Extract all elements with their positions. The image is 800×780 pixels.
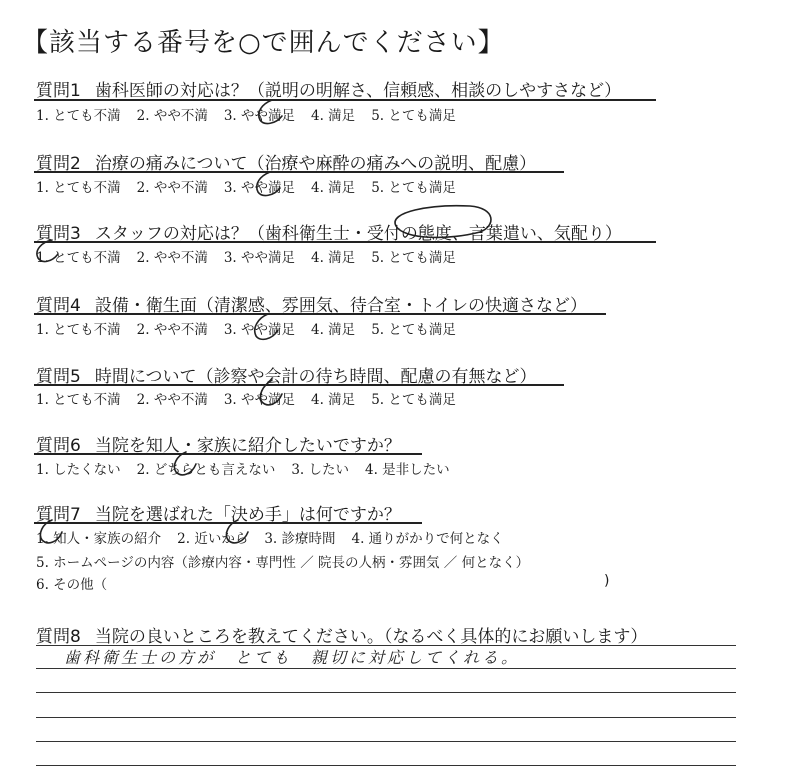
- option-1[interactable]: 1. とても不満: [36, 180, 121, 196]
- question-5-options: [36, 388, 472, 408]
- option-1[interactable]: 1. とても不満: [36, 392, 121, 408]
- option-1[interactable]: 1. とても不満: [36, 322, 121, 338]
- question-text: スタッフの対応は？（歯科衛生士・受付の態度、言葉遣い、気配り）: [94, 224, 622, 244]
- underline: [34, 241, 656, 243]
- question-1-heading: [36, 76, 621, 101]
- option-5[interactable]: 5. とても満足: [371, 392, 456, 408]
- question-7-option-6[interactable]: 6. その他（: [36, 577, 108, 593]
- underline: [34, 384, 564, 386]
- option-2[interactable]: 2. やや不満: [136, 108, 208, 124]
- answer-line: [36, 645, 736, 646]
- option-5[interactable]: 5. とても満足: [371, 250, 456, 266]
- option-1[interactable]: 1. 知人・家族の紹介: [36, 531, 162, 547]
- option-2[interactable]: 2. どちらとも言えない: [136, 462, 276, 478]
- answer-line: [36, 692, 736, 693]
- question-3-options: [36, 246, 472, 266]
- option-2[interactable]: 2. やや不満: [136, 180, 208, 196]
- answer-line: [36, 717, 736, 718]
- question-number: 質問4: [36, 296, 81, 316]
- option-3[interactable]: 3. やや満足: [223, 392, 296, 408]
- question-number: 質問2: [36, 154, 81, 174]
- question-text: 当院を選ばれた「決め手」は何ですか？: [94, 505, 401, 525]
- question-text: 歯科医師の対応は？（説明の明解さ、信頼感、相談のしやすさなど）: [94, 81, 622, 101]
- answer-line: [36, 668, 736, 669]
- option-4[interactable]: 4. 通りがかりで何となく: [351, 531, 504, 547]
- option-4[interactable]: 4. 満足: [311, 322, 356, 338]
- option-5[interactable]: 5. とても満足: [371, 108, 456, 124]
- question-text: 時間について（診察や会計の待ち時間、配慮の有無など）: [94, 367, 537, 387]
- question-7-option-5[interactable]: 5. ホームページの内容（診療内容・専門性 ／ 院長の人柄・雰囲気 ／ 何となく）: [36, 555, 530, 571]
- question-number: 質問8: [36, 627, 81, 647]
- question-4-options: [36, 318, 472, 338]
- question-text: 設備・衛生面（清潔感、雰囲気、待合室・トイレの快適さなど）: [94, 296, 587, 316]
- option-1[interactable]: 1. したくない: [36, 462, 121, 478]
- option-2[interactable]: 2. やや不満: [136, 322, 208, 338]
- underline: [34, 522, 422, 524]
- question-6-options: [36, 458, 466, 478]
- handwritten-answer[interactable]: 歯科衛生士の方が とても 親切に対応してくれる。: [64, 648, 521, 667]
- answer-line: [36, 741, 736, 742]
- option-3[interactable]: 3. 診療時間: [264, 531, 336, 547]
- option-3[interactable]: 3. やや満足: [223, 180, 296, 196]
- underline: [34, 171, 564, 173]
- option-2[interactable]: 2. やや不満: [136, 392, 208, 408]
- underline: [34, 453, 422, 455]
- question-number: 質問7: [36, 505, 81, 525]
- question-text: 治療の痛みについて（治療や麻酔の痛みへの説明、配慮）: [94, 154, 537, 174]
- question-number: 質問6: [36, 436, 81, 456]
- option-4[interactable]: 4. 是非したい: [365, 462, 450, 478]
- option-4[interactable]: 4. 満足: [311, 108, 356, 124]
- option-3[interactable]: 3. したい: [291, 462, 350, 478]
- option-4[interactable]: 4. 満足: [311, 250, 356, 266]
- answer-line: [36, 765, 736, 766]
- option-2[interactable]: 2. やや不満: [136, 250, 208, 266]
- question-number: 質問1: [36, 81, 81, 101]
- question-number: 質問5: [36, 367, 81, 387]
- option-5[interactable]: 5. とても満足: [371, 180, 456, 196]
- option-3[interactable]: 3. やや満足: [223, 322, 296, 338]
- option-2[interactable]: 2. 近いから: [177, 531, 249, 547]
- option-1[interactable]: 1. とても不満: [36, 250, 121, 266]
- question-text: 当院の良いところを教えてください。（なるべく具体的にお願いします）: [94, 627, 648, 647]
- page-title: 【該当する番号を○で囲んでください】: [22, 28, 505, 58]
- option-5[interactable]: 5. とても満足: [371, 322, 456, 338]
- question-number: 質問3: [36, 224, 81, 244]
- option-4[interactable]: 4. 満足: [311, 180, 356, 196]
- question-2-options: [36, 176, 472, 196]
- option-3[interactable]: 3. やや満足: [223, 250, 296, 266]
- other-close-paren: ): [604, 573, 610, 589]
- question-7-options: [36, 527, 520, 547]
- option-3[interactable]: 3. やや満足: [223, 108, 296, 124]
- underline: [34, 313, 606, 315]
- question-text: 当院を知人・家族に紹介したいですか？: [94, 436, 401, 456]
- question-1-options: [36, 104, 472, 124]
- option-4[interactable]: 4. 満足: [311, 392, 356, 408]
- question-8-heading: [36, 622, 647, 647]
- underline: [34, 99, 656, 101]
- option-1[interactable]: 1. とても不満: [36, 108, 121, 124]
